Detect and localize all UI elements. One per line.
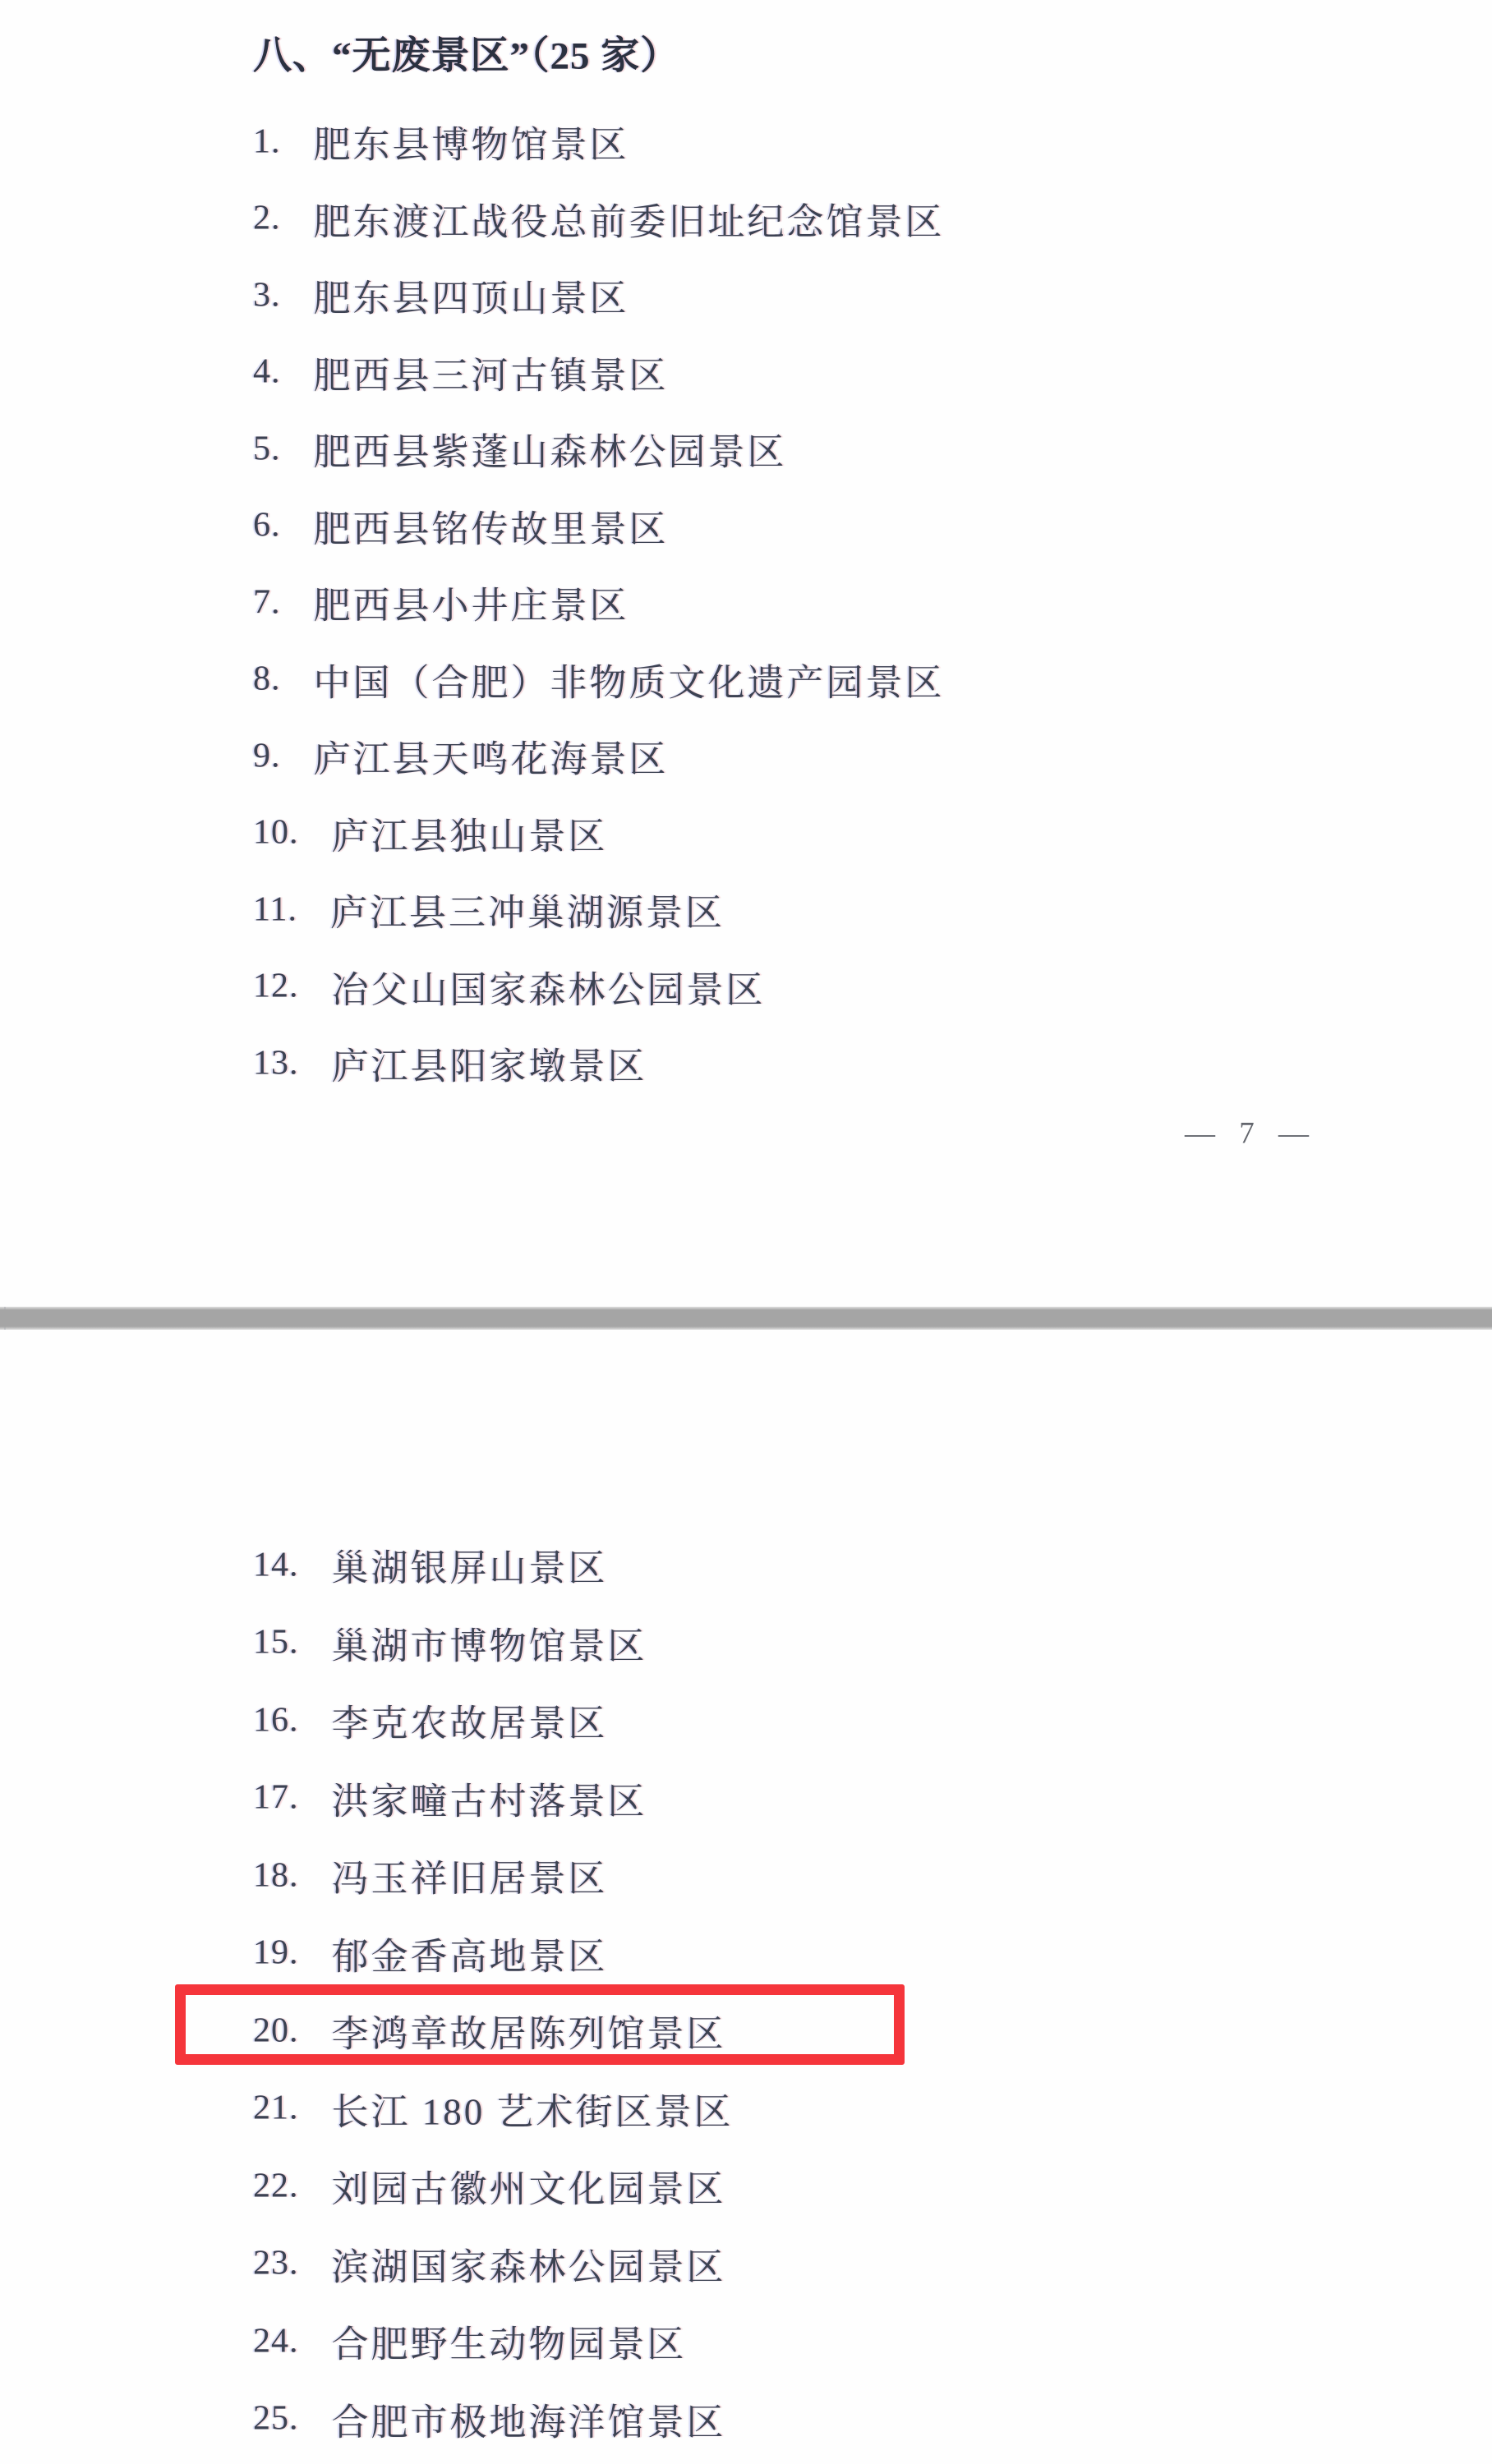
list-item-text: 李鸿章故居陈列馆景区 [331,2013,726,2055]
list-item-text: 庐江县三冲巢湖源景区 [329,892,725,934]
list-item [253,269,629,322]
page-number: — 7 — [1185,1116,1317,1151]
list-item [253,422,787,476]
list-item-text: 肥东县四顶山景区 [313,278,629,319]
list-item-text: 洪家疃古村落景区 [331,1781,647,1822]
list-item-number: 4. [253,352,281,391]
list-item [253,1926,608,1979]
list-item-number: 10. [253,813,299,852]
list-item-text: 肥东县博物馆景区 [313,124,629,166]
list-item-text: 肥东渡江战役总前委旧址纪念馆景区 [313,201,945,242]
list-item [253,2159,726,2213]
list-item-number: 18. [253,1856,299,1894]
list-item-text: 巢湖银屏山景区 [331,1547,608,1589]
list-item [253,959,766,1013]
list-item-number: 14. [253,1546,299,1584]
list-item [253,2236,726,2290]
list-item-text: 庐江县独山景区 [331,816,608,857]
list-item [253,1771,647,1824]
list-item-text: 中国（合肥）非物质文化遗产园景区 [313,662,945,703]
list-item [253,2392,726,2445]
list-item-number: 25. [253,2399,299,2438]
page-separator-bar [0,1307,1492,1330]
list-item-number: 8. [253,660,281,698]
list-item-text: 合肥市极地海洋馆景区 [331,2402,726,2443]
highlight-box [175,1984,905,2065]
list-item [253,115,629,168]
list-item [253,1538,608,1592]
list-item-number: 11. [253,890,297,928]
list-item-text: 巢湖市博物馆景区 [331,1625,647,1666]
list-item-text: 肥西县小井庄景区 [313,585,629,627]
list-item-number: 22. [253,2167,299,2204]
list-item-text: 滨湖国家森林公园景区 [331,2246,726,2287]
list-item-text: 长江 180 艺术街区景区 [331,2091,734,2132]
list-item [253,345,669,398]
list-item [253,806,608,859]
list-item-text: 肥西县紫蓬山森林公园景区 [313,431,787,473]
list-item-number: 24. [253,2322,299,2360]
list-item-text: 郁金香高地景区 [331,1936,608,1977]
list-item-number: 16. [253,1701,299,1739]
list-item [253,2081,734,2135]
list-item-number: 1. [253,122,281,160]
list-item-number: 7. [253,583,281,621]
list-item-text: 冯玉祥旧居景区 [331,1858,608,1900]
list-item-number: 23. [253,2244,299,2282]
list-item-text: 冶父山国家森林公园景区 [331,969,766,1010]
list-item [253,1694,608,1747]
section-title: 八、“无废景区”（25 家） [253,34,680,78]
list-item-number: 9. [253,737,281,775]
list-item [253,499,669,552]
page-2 [0,1330,1492,2464]
list-item [253,191,945,245]
list-item-text: 肥西县铭传故里景区 [313,508,669,549]
list-item-text: 庐江县天鸣花海景区 [313,738,669,780]
list-item-number: 13. [253,1044,299,1082]
list-item [253,883,725,936]
list-item [253,576,629,629]
list-item-number: 20. [253,2011,299,2049]
list-item-text: 肥西县三河古镇景区 [313,355,669,396]
list-item-number: 6. [253,506,281,545]
list-item-number: 17. [253,1778,299,1817]
list-item-number: 19. [253,1933,299,1972]
list-item [253,2315,687,2368]
list-item-number: 15. [253,1623,299,1662]
list-item [253,652,945,706]
list-item [253,1616,647,1669]
list-item-number: 12. [253,967,299,1005]
list-item [253,729,669,783]
list-item-text: 庐江县阳家墩景区 [331,1046,647,1087]
list-item-text: 李克农故居景区 [331,1703,608,1745]
list-item-number: 5. [253,430,281,467]
list-item-text: 合肥野生动物园景区 [331,2324,687,2365]
list-item-text: 刘园古徽州文化园景区 [331,2168,726,2210]
list-item-number: 3. [253,276,281,314]
list-item-number: 2. [253,199,281,237]
list-item [253,1037,647,1090]
list-item-number: 21. [253,2089,299,2127]
list-item [253,1849,608,1902]
